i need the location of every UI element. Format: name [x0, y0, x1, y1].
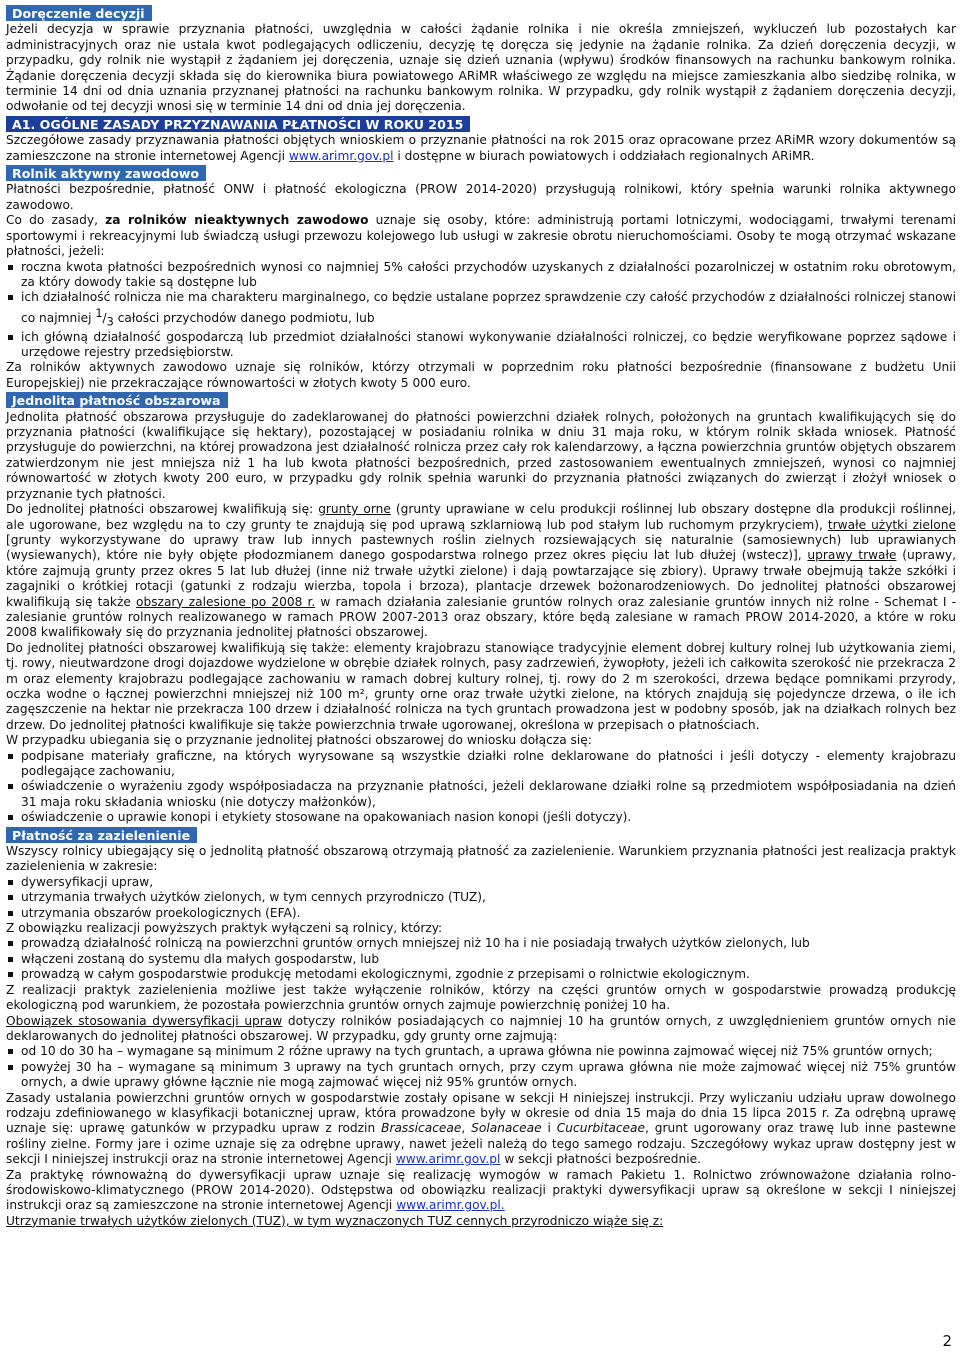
zaz-latin-name: Cucurbitaceae [556, 1121, 645, 1136]
list-item: dywersyfikacji upraw, [6, 875, 956, 890]
section-header-rolnik: Rolnik aktywny zawodowo [6, 165, 206, 181]
zaz-exemptions-list [6, 936, 956, 982]
fraction-numerator: 1 [95, 306, 103, 320]
zaz-text: , grunt ugorowany oraz trawę lub inne pastewne rośliny zielne. Formy jare i ozime uznaje się za odrębne uprawy, nawet jeżeli należą do tego samego rodzaju. Szczegółowy wykaz upraw dostępny jest w sekcji I niniejszej instrukcji oraz na stronie internetowej Agencji [6, 1121, 957, 1167]
document-page [6, 4, 956, 1229]
list-item: roczna kwota płatności bezpośrednich wynosi co najmniej 5% całości przychodów uzyskanych z działalności pozarolniczej w ostatnim roku obrotowym, za który dowody takie są dostępne lub [6, 260, 956, 291]
section-header-zazielenienie: Płatność za zazielenienie [6, 827, 197, 843]
jpo-attachments-list [6, 749, 956, 826]
rolnik-paragraph-2 [6, 213, 956, 259]
doreczenie-paragraph [6, 22, 956, 114]
list-item: utrzymania trwałych użytków zielonych, w tym cennych przyrodniczo (TUZ), [6, 890, 956, 905]
jpo-underlined-term: uprawy trwałe [807, 548, 897, 563]
a1-text-2: i dostępne w biurach powiatowych i oddziałach regionalnych ARiMR. [397, 148, 815, 163]
zaz-paragraph-4 [6, 1014, 956, 1045]
list-item: prowadzą w całym gospodarstwie produkcję metodami ekologicznymi, zgodnie z przepisami o rolnictwie ekologicznym. [6, 967, 956, 982]
section-header-jpo: Jednolita płatność obszarowa [6, 392, 228, 408]
list-item: oświadczenie o uprawie konopi i etykiety stosowane na opakowaniach nasion konopi (jeśli dotyczy). [6, 810, 956, 825]
list-item-text: całości przychodów danego podmiotu, lub [117, 310, 375, 325]
jpo-text: (grunty uprawiane w celu produkcji roślinnej lub obszary dostępne dla produkcji roślinnej, ale ugorowane, bez względu na to czy grunty te znajdują się pod uprawą szklarniową lub pod stałym lub ruchomym przykryciem), [6, 502, 957, 532]
zaz-paragraph-3: Z realizacji praktyk zazielenienia możliwe jest także wyłączenie rolników, którzy na części gruntów ornych w gospodarstwie prowadzą produkcję ekologiczną pod warunkiem, że pozostała powierzchnia gruntów ornych zajmuje powierzchnię poniżej 10 ha. [6, 982, 956, 1013]
doreczenie-text-2: Za dzień doręczenia decyzji, w przypadku, gdy rolnik nie wystąpił z żądaniem jej doręczenia, uznaje się dzień uznania (wpływu) środków finansowych na rachunku bankowym rolnika. [6, 37, 957, 68]
list-item: oświadczenie o wyrażeniu zgody współposiadacza na przyznanie płatności, jeżeli deklarowane działki rolne są przedmiotem współposiadania na dzień 31 maja roku składania wniosku (nie dotyczy małżonków), [6, 779, 956, 810]
a1-paragraph [6, 133, 956, 164]
rolnik-text-c: uznaje się osoby, które: administrują portami lotniczymi, wodociągami, trwałymi terenami sportowymi i rekreacyjnymi lub świadczą usługi przewozu kolejowego lub usługi w zakresie obrotu nieruchomościami. Osoby te mogą otrzymać wskazane płatności, jeżeli: [6, 213, 956, 259]
list-item: ich główną działalność gospodarczą lub przedmiot działalności stanowi wykonywanie działalności rolniczej, co będzie weryfikowane poprzez sądowe i urzędowe rejestry przedsiębiorstw. [6, 330, 956, 361]
list-item: utrzymania obszarów proekologicznych (EFA). [6, 906, 956, 921]
zaz-paragraph-7: Utrzymanie trwałych użytków zielonych (TUZ), w tym wyznaczonych TUZ cennych przyrodniczo wiąże się z: [6, 1213, 664, 1228]
zaz-paragraph-2: Z obowiązku realizacji powyższych praktyk wyłączeni są rolnicy, którzy: [6, 921, 443, 936]
section-header-a1: A1. OGÓLNE ZASADY PRZYZNAWANIA PŁATNOŚCI W ROKU 2015 [6, 116, 470, 132]
jpo-underlined-term: grunty orne [318, 502, 391, 517]
jpo-paragraph-2 [6, 502, 956, 641]
list-item: od 10 do 30 ha – wymagane są minimum 2 różne uprawy na tych gruntach, a uprawa główna nie powinna zajmować więcej niż 75% gruntów ornych; [6, 1044, 956, 1059]
fraction-denominator: 3 [106, 315, 114, 329]
jpo-underlined-term: obszary zalesione po 2008 r. [136, 594, 316, 609]
zaz-latin-name: Solanaceae [471, 1121, 542, 1136]
jpo-text: (uprawy, które zajmują grunty przez okres 5 lat lub dłużej (inne niż trwałe użytki zielone) i dają powtarzające się zbiory). Uprawy trwałe obejmują także szkółki i zagajniki o krótkiej rotacji (gatunki z rodzaju wierzba, topola i brzoza), plantacje drzewek bożonarodzeniowych. Do jednolitej płatności obszarowej kwalifikują się także [6, 548, 957, 609]
jpo-paragraph-1: Jednolita płatność obszarowa przysługuje do zadeklarowanej do płatności powierzchni działek rolnych, położonych na gruntach kwalifikujących się do przyznania płatności (kwalifikujące się hektary), pozostającej w posiadaniu rolnika w dniu 31 maja roku, w którym rolnik składa wniosek. Płatność przysługuje do powierzchni, na której prowadzona jest działalność rolnicza przez cały rok kalendarzowy, a łączna powierzchnia gruntów objętych obszarem zatwierdzonym nie jest mniejsza niż 1 ha lub kwota płatności bezpośrednich, przed zastosowaniem ewentualnych zmniejszeń, wynosi co najmniej równowartość w złotych kwoty 200 euro, w przypadku gdy rolnik spełnia warunki do przyznania płatności związanych do zwierząt i złożył wniosek o przyznanie tych płatności. [6, 409, 956, 501]
zaz-text: w sekcji płatności bezpośrednie. [504, 1152, 701, 1167]
arimr-link[interactable]: www.arimr.gov.pl [395, 1152, 501, 1167]
page-number: 2 [942, 1331, 952, 1350]
rolnik-bold-text: za rolników nieaktywnych zawodowo [105, 213, 369, 228]
arimr-link[interactable]: www.arimr.gov.pl. [396, 1198, 505, 1213]
jpo-underlined-term: trwałe użytki zielone [827, 517, 956, 532]
jpo-paragraph-3: Do jednolitej płatności obszarowej kwalifikują się także: elementy krajobrazu stanowiące tradycyjnie element dobrej kultury rolnej lub użytkowania ziemi, tj. rowy, nieutwardzone drogi dojazdowe wydzielone w obrębie działek rolnych, pasy zadrzewień, żywopłoty, jeżeli ich całkowita szerokość nie przekracza 2 m oraz elementy krajobrazu podlegające zachowaniu w ramach dobrej kultury rolnej, tj. rowy do 2 m szerokości, drzewa będące pomnikami przyrody, oczka wodne o łącznej powierzchni mniejszej niż 100 m², grunty orne oraz trwałe użytki zielone, na których znajdują się pojedyncze drzewa, o ile ich zagęszczenie na hektar nie przekracza 100 drzew i działalność rolnicza na tych gruntach prowadzona jest w podobny sposób, jak na działkach rolnych bez drzew. Do jednolitej płatności kwalifikuje się także powierzchnia trwałe ugorowanej, określona w przepisach o płatnościach. [6, 640, 956, 732]
zaz-text: Zasady ustalania powierzchni gruntów ornych w gospodarstwie zostały opisane w sekcji H niniejszej instrukcji. Przy wyliczaniu udziału upraw dowolnego rodzaju zdefiniowanego w klasyfikacji botanicznej upraw, która prowadzone były w okresie od dnia 15 maja do dnia 15 lipca 2015 r. Za odrębną uprawę uznaje się: uprawę gatunków w przypadku upraw z rodzin [6, 1090, 956, 1136]
doreczenie-text-1: Jeżeli decyzja w sprawie przyznania płatności, uwzględnia w całości żądanie rolnika i nie określa zmniejszeń, wykluczeń lub pozostałych kar administracyjnych oraz nie ustala kwot podlegających odliczeniu, decyzję tę doręcza się jedynie na żądanie rolnika. [6, 22, 956, 52]
list-item-text: ich działalność rolnicza nie ma charakteru marginalnego, co będzie ustalane poprzez sprawdzenie czy całość przychodów z działalności rolniczej stanowi co najmniej [21, 290, 956, 325]
a1-text-1: Szczegółowe zasady przyznawania płatności objętych wnioskiem o przyznanie płatności na rok 2015 oraz opracowane przez ARiMR wzory dokumentów są zamieszczone na stronie internetowej Agencji [6, 133, 956, 163]
doreczenie-text-4: W przypadku, gdy rolnik wystąpił z żądaniem doręczenia decyzji, odwołanie od tej decyzji wnosi się w terminie 14 dni od dnia jej doręczenia. [6, 84, 956, 114]
list-item: powyżej 30 ha – wymagane są minimum 3 uprawy na tych gruntach ornych, przy czym uprawa główna nie może zajmować więcej niż 75% gruntów ornych, a dwie uprawy główne łącznie nie mogą zajmować więcej niż 95% gruntów ornych. [6, 1060, 956, 1091]
zaz-diversification-list [6, 1044, 956, 1090]
rolnik-paragraph-3: Za rolników aktywnych zawodowo uznaje się rolników, którzy otrzymali w poprzednim roku płatności bezpośrednie (finansowane z budżetu Unii Europejskiej) nie przekraczające równowartości w złotych kwoty 5 000 euro. [6, 360, 956, 390]
section-header-doreczenie: Doręczenie decyzji [6, 5, 152, 21]
list-item: ich działalność rolnicza nie ma charakteru marginalnego, co będzie ustalane poprzez sprawdzenie czy całość przychodów z działalności rolniczej stanowi co najmniej $^1/_3$ całości przychodów danego podmiotu, lub [6, 290, 956, 329]
zaz-underlined-term: Obowiązek stosowania dywersyfikacji upraw [6, 1013, 283, 1028]
zaz-paragraph-5: Zasady ustalania powierzchni gruntów ornych w gospodarstwie zostały opisane w sekcji H niniejszej instrukcji. Przy wyliczaniu udziału upraw dowolnego rodzaju zdefiniowanego w klasyfikacji botanicznej upraw, która prowadzone były w okresie od dnia 15 maja do dnia 15 lipca 2015 r. Za odrębną uprawę uznaje się: uprawę gatunków w przypadku upraw z rodzin Brassicaceae, Solanaceae i Cucurbitaceae, grunt ugorowany oraz trawę lub inne pastewne rośliny zielne. Formy jare i ozime uznaje się za odrębne uprawy, nawet jeżeli należą do tego samego rodzaju. Szczegółowy wykaz upraw dostępny jest w sekcji I niniejszej instrukcji oraz na stronie internetowej Agencji www.arimr.gov.pl w sekcji płatności bezpośrednie. [6, 1090, 957, 1167]
list-item: włączeni zostaną do systemu dla małych gospodarstw, lub [6, 952, 956, 967]
list-item: prowadzą działalność rolniczą na powierzchni gruntów ornych mniejszej niż 10 ha i nie posiadają trwałych użytków zielonych, lub [6, 936, 956, 951]
zaz-latin-name: Brassicaceae [381, 1121, 462, 1136]
zaz-text: dotyczy rolników posiadających co najmniej 10 ha gruntów ornych, z uwzględnieniem gruntów ornych nie deklarowanych do jednolitej płatności obszarowej. W przypadku, gdy grunty orne zajmują: [6, 1013, 956, 1043]
zaz-text: Za praktykę równoważną do dywersyfikacji upraw uznaje się realizację wymogów w ramach Pakietu 1. Rolnictwo zrównoważone działania rolno-środowiskowo-klimatycznego (PROW 2014-2020). Odstępstwa od obowiązku realizacji praktyki dywersyfikacji upraw są określone w sekcji I niniejszej instrukcji oraz są zamieszczone na stronie internetowej Agencji [6, 1167, 956, 1213]
arimr-link[interactable]: www.arimr.gov.pl [288, 148, 394, 163]
jpo-text: [grunty wykorzystywane do uprawy traw lub innych pastewnych roślin zielnych rozsiewających się naturalnie (samosiewnych) lub uprawianych (wysiewanych), które nie były objęte płodozmianem danego gospodarstwa rolnego przez okres pięciu lat lub dłużej (wstecz)], [6, 532, 956, 563]
jpo-text: w ramach działania zalesianie gruntów rolnych oraz zalesianie gruntów innych niż rolne - Schemat I - zalesianie gruntów rolnych realizowanego w ramach PROW 2007-2013 oraz obszary, które będą zalesiane w ramach PROW 2014-2020, a które w roku 2008 kwalifikowały się do przyznania jednolitej płatności obszarowej. [6, 594, 957, 640]
doreczenie-text-3: Żądanie doręczenia decyzji składa się do kierownika biura powiatowego ARiMR właściwego ze względu na miejsce zamieszkania albo siedzibę rolnika, w terminie 14 dni od dnia uznania przyznanej płatności na rachunku bankowym rolnika. [6, 68, 956, 99]
list-item: podpisane materiały graficzne, na których wyrysowane są wszystkie działki rolne deklarowane do płatności i jeśli dotyczy - elementy krajobrazu podlegające zachowaniu, [6, 749, 956, 780]
rolnik-text-a: Co do zasady, [6, 213, 98, 228]
rolnik-paragraph-1: Płatności bezpośrednie, płatność ONW i płatność ekologiczna (PROW 2014-2020) przysługują rolnikowi, który spełnia warunki rolnika aktywnego zawodowo. [6, 182, 956, 212]
jpo-text: Do jednolitej płatności obszarowej kwalifikują się: [6, 502, 314, 517]
rolnik-conditions-list [6, 260, 956, 361]
zaz-paragraph-1: Wszyscy rolnicy ubiegający się o jednolitą płatność obszarową otrzymają płatność za zazielenienie. Warunkiem przyznania płatności jest realizacja praktyk zazielenienia w zakresie: [6, 844, 956, 874]
zaz-paragraph-6 [6, 1168, 956, 1214]
zaz-practices-list [6, 875, 956, 921]
jpo-paragraph-4: W przypadku ubiegania się o przyznanie jednolitej płatności obszarowej do wniosku dołącza się: [6, 733, 592, 748]
